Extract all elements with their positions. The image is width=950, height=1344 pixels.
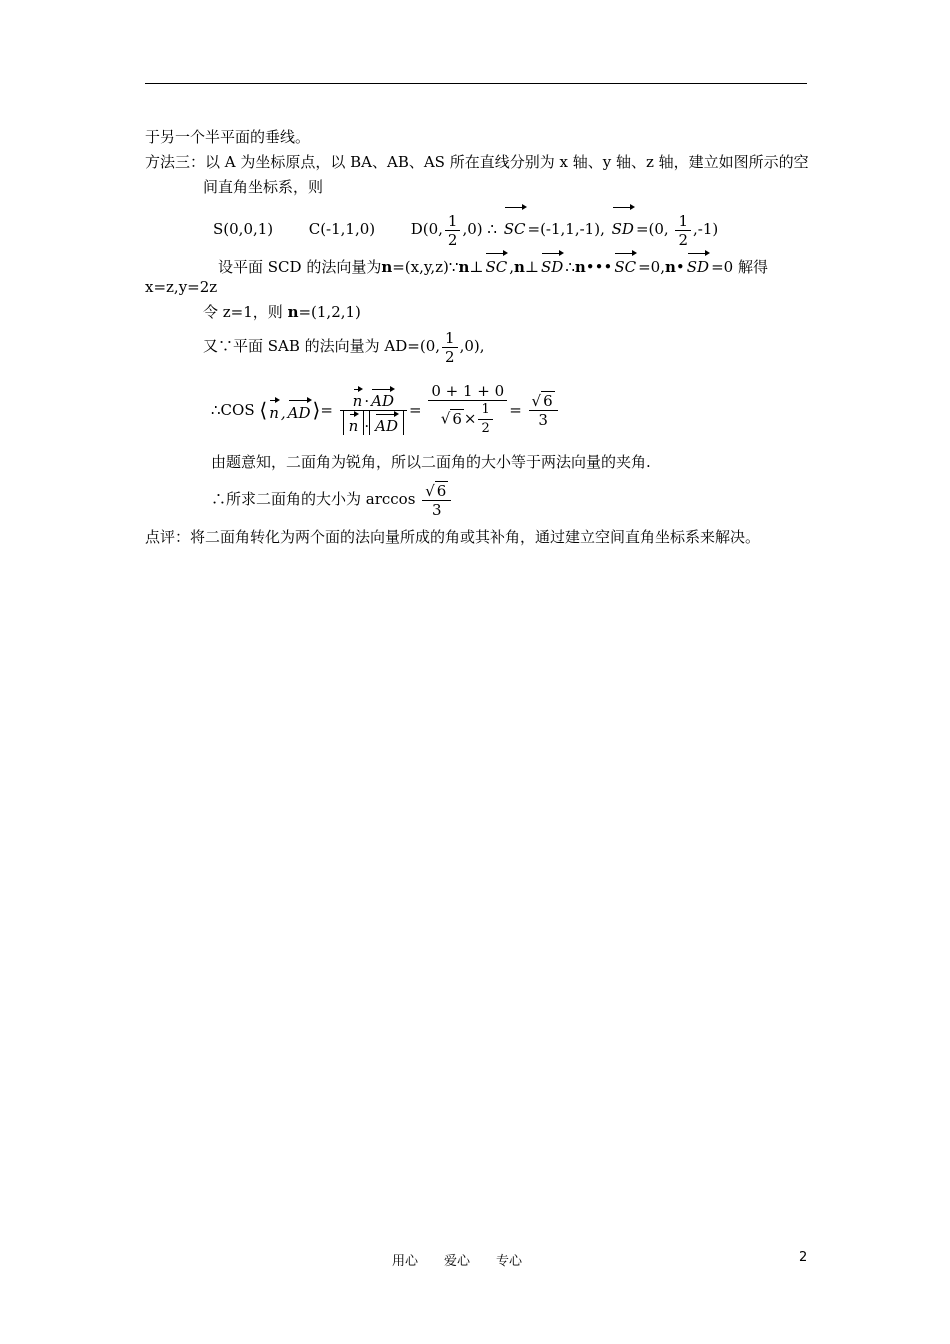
normal-vector-line	[218, 250, 768, 278]
page-number: 2	[799, 1250, 808, 1265]
answer-line	[211, 480, 453, 519]
fraction-half-3: $\frac{1}{2}$	[442, 329, 458, 366]
n-symbol: n	[287, 303, 299, 321]
let-text: 令 z=1，则	[203, 303, 288, 321]
point-d-pre: D(0,	[410, 220, 443, 238]
sab-normal-line	[203, 327, 485, 366]
vector-sd: SD	[541, 250, 563, 278]
dot-symbol: •	[675, 258, 685, 276]
n-symbol: n	[514, 258, 525, 276]
answer-fraction: $\frac{√ 6}{3}$	[422, 482, 451, 519]
method3-line-a: 方法三：以 A 为坐标原点，以 BA、AB、AS 所在直线分别为 x 轴、y 轴、z 轴，建立如图所示的空	[145, 153, 809, 171]
vector-sc: SC	[504, 204, 526, 248]
method3-line-b: 间直角坐标系，则	[203, 178, 324, 196]
equals: =	[408, 401, 422, 419]
vector-sd-pre: =(0,	[635, 220, 669, 238]
perp-symbol: ⊥	[524, 258, 540, 276]
footer-motto: 用心 爱心 专心	[392, 1254, 523, 1269]
comma: ,	[509, 258, 514, 276]
comment-line: 点评：将二面角转化为两个面的法向量所成的角或其补角，通过建立空间直角坐标系来解决。	[145, 528, 761, 546]
right-angle-bracket: ⟩	[312, 398, 321, 422]
cos-result: $\frac{√ 6}{3}$	[529, 392, 558, 429]
point-d-post: ,0)	[462, 220, 483, 238]
equals: =	[509, 401, 522, 419]
vector-sd: SD	[687, 250, 709, 278]
cos-fraction-1: $\frac{n \cdot AD}{n \cdot AD}$	[340, 386, 407, 435]
header-rule	[145, 83, 807, 84]
vector-sc-value: =(-1,1,-1),	[527, 220, 605, 238]
therefore-symbol: ∴	[565, 258, 575, 276]
normal-eq: =(x,y,z)∵	[392, 258, 459, 276]
n-symbol: n	[574, 258, 586, 276]
vector-sd: SD	[612, 204, 634, 248]
dot-symbols: •••	[585, 258, 613, 276]
fraction-half-2: $\frac{1}{2}$	[675, 212, 691, 249]
vector-sc: SC	[614, 250, 636, 278]
acute-angle-line: 由题意知，二面角为锐角，所以二面角的大小等于两法向量的夹角.	[211, 453, 651, 471]
coordinates-line	[213, 204, 718, 249]
therefore-symbol: ∴	[487, 220, 497, 238]
n-symbol: n	[381, 258, 393, 276]
normal-result: x=z,y=2z	[145, 278, 218, 296]
cos-label: ∴COS	[211, 401, 255, 419]
solve-text: =0 解得	[711, 258, 768, 276]
vector-sd-post: ,-1)	[693, 220, 719, 238]
sab-post: ,0),	[459, 337, 485, 355]
n-symbol: n	[458, 258, 470, 276]
n-symbol: n	[664, 258, 676, 276]
sab-text: 又∵平面 SAB 的法向量为 AD=(0,	[203, 337, 441, 355]
cosine-formula	[211, 382, 560, 438]
normal-text: 设平面 SCD 的法向量为	[218, 258, 382, 276]
equals: =	[320, 401, 333, 419]
text-line-1: 于另一个半平面的垂线。	[145, 128, 311, 146]
let-line	[203, 302, 361, 322]
cos-args: n , AD	[267, 397, 312, 423]
point-c: C(-1,1,0)	[308, 220, 376, 238]
answer-text: ∴所求二面角的大小为 arccos	[211, 490, 416, 508]
cos-fraction-2: 0 + 1 + 0 √ 6 × $\frac{1}{2}$	[428, 382, 507, 438]
point-s: S(0,0,1)	[213, 220, 274, 238]
vector-sc: SC	[485, 250, 507, 278]
zero-text: =0,	[638, 258, 665, 276]
perp-symbol: ⊥	[469, 258, 484, 276]
let-value: =(1,2,1)	[298, 303, 361, 321]
left-angle-bracket: ⟨	[259, 398, 268, 422]
fraction-half: $\frac{1}{2}$	[445, 212, 461, 249]
